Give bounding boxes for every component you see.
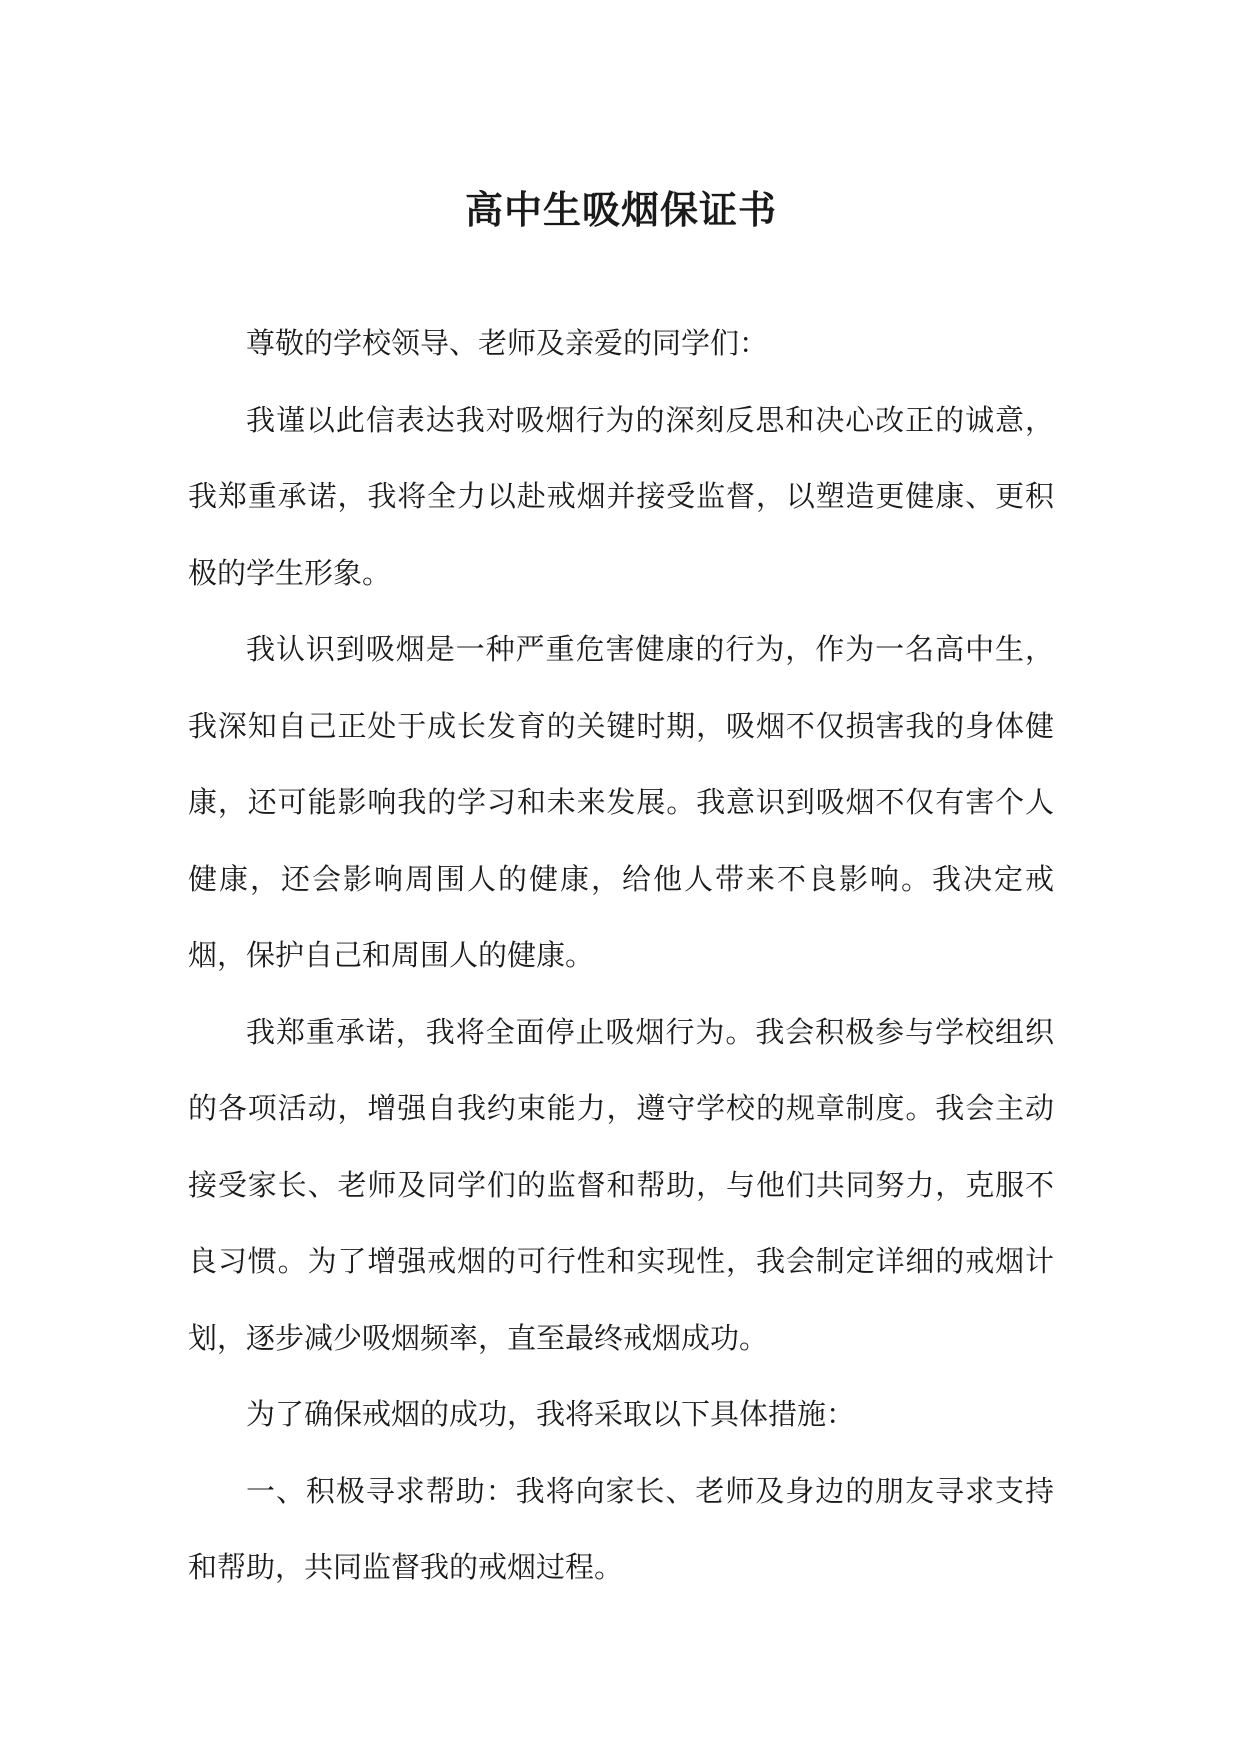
body-paragraph: 我郑重承诺，我将全面停止吸烟行为。我会积极参与学校组织的各项活动，增强自我约束能力，遵守学校的规章制度。我会主动接受家长、老师及同学们的监督和帮助，与他们共同努力，克服不良习惯。为了增强戒烟的可行性和实现性，我会制定详细的戒烟计划，逐步减少吸烟频率，直至最终戒烟成功。 xyxy=(188,1014,1054,1355)
body-paragraph: 为了确保戒烟的成功，我将采取以下具体措施： xyxy=(246,1397,856,1431)
body-paragraph: 我认识到吸烟是一种严重危害健康的行为，作为一名高中生，我深知自己正处于成长发育的关键时期，吸烟不仅损害我的身体健康，还可能影响我的学习和未来发展。我意识到吸烟不仅有害个人健康，还会影响周围人的健康，给他人带来不良影响。我决定戒烟，保护自己和周围人的健康。 xyxy=(188,632,1054,972)
document-title: 高中生吸烟保证书 xyxy=(464,187,777,232)
measure-paragraph: 一、积极寻求帮助：我将向家长、老师及身边的朋友寻求支持和帮助，共同监督我的戒烟过程。 xyxy=(188,1473,1054,1584)
document-body xyxy=(188,305,1054,1606)
body-paragraph: 我谨以此信表达我对吸烟行为的深刻反思和决心改正的诚意，我郑重承诺，我将全力以赴戒烟并接受监督，以塑造更健康、更积极的学生形象。 xyxy=(188,402,1054,590)
salutation-paragraph: 尊敬的学校领导、老师及亲爱的同学们： xyxy=(246,326,769,360)
